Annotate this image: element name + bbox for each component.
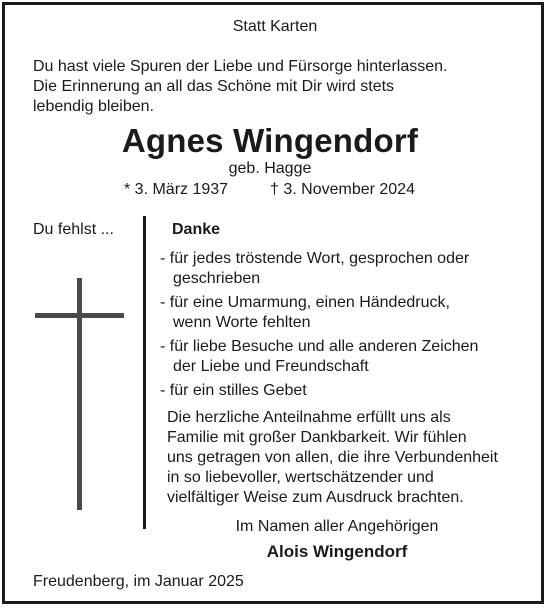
- on-behalf-text: Im Namen aller Angehörigen: [235, 518, 439, 535]
- birth-date: * 3. März 1937: [124, 181, 229, 198]
- statt-karten-heading: Statt Karten: [232, 18, 318, 35]
- thanks-item-line: der Liebe und Freundschaft: [173, 358, 369, 375]
- danke-heading: Danke: [172, 221, 221, 238]
- thanks-item-line: wenn Worte fehlten: [173, 314, 311, 331]
- column-divider: [143, 216, 146, 529]
- thanks-item-line: - für ein stilles Gebet: [160, 382, 307, 399]
- intro-line: Du hast viele Spuren der Liebe und Fürsorge hinterlassen.: [33, 58, 448, 75]
- death-date: † 3. November 2024: [270, 181, 415, 198]
- deceased-name: Agnes Wingendorf: [121, 122, 419, 159]
- thanks-item-line: - für eine Umarmung, einen Händedruck,: [160, 294, 450, 311]
- thanks-item-line: - für liebe Besuche und alle anderen Zeichen: [160, 338, 479, 355]
- thanks-item-line: geschrieben: [173, 270, 261, 287]
- birth-name: geb. Hagge: [228, 160, 312, 177]
- paragraph-line: in so liebevoller, wertschätzender und: [167, 469, 434, 486]
- paragraph-line: uns getragen von allen, die ihre Verbundenheit: [167, 449, 498, 466]
- intro-line: Die Erinnerung an all das Schöne mit Dir wird stets: [33, 78, 395, 95]
- thanks-item: [160, 337, 478, 377]
- place-date: Freudenberg, im Januar 2025: [33, 573, 244, 590]
- du-fehlst-text: Du fehlst ...: [33, 221, 114, 238]
- cross-icon-crossbar: [35, 313, 124, 318]
- intro-line: lebendig bleiben.: [33, 98, 154, 115]
- gratitude-paragraph: [167, 408, 498, 508]
- paragraph-line: vielfältiger Weise zum Ausdruck brachten.: [167, 489, 464, 506]
- thanks-item: [160, 293, 478, 333]
- signer-name: Alois Wingendorf: [266, 542, 408, 561]
- thanks-item: [160, 249, 478, 289]
- paragraph-line: Die herzliche Anteilnahme erfüllt uns als: [167, 409, 451, 426]
- thanks-item-line: - für jedes tröstende Wort, gesprochen oder: [160, 250, 470, 267]
- thanks-list: [160, 249, 478, 405]
- paragraph-line: Familie mit großer Dankbarkeit. Wir fühlen: [167, 429, 467, 446]
- thanks-item: [160, 381, 478, 401]
- intro-text: [33, 57, 447, 117]
